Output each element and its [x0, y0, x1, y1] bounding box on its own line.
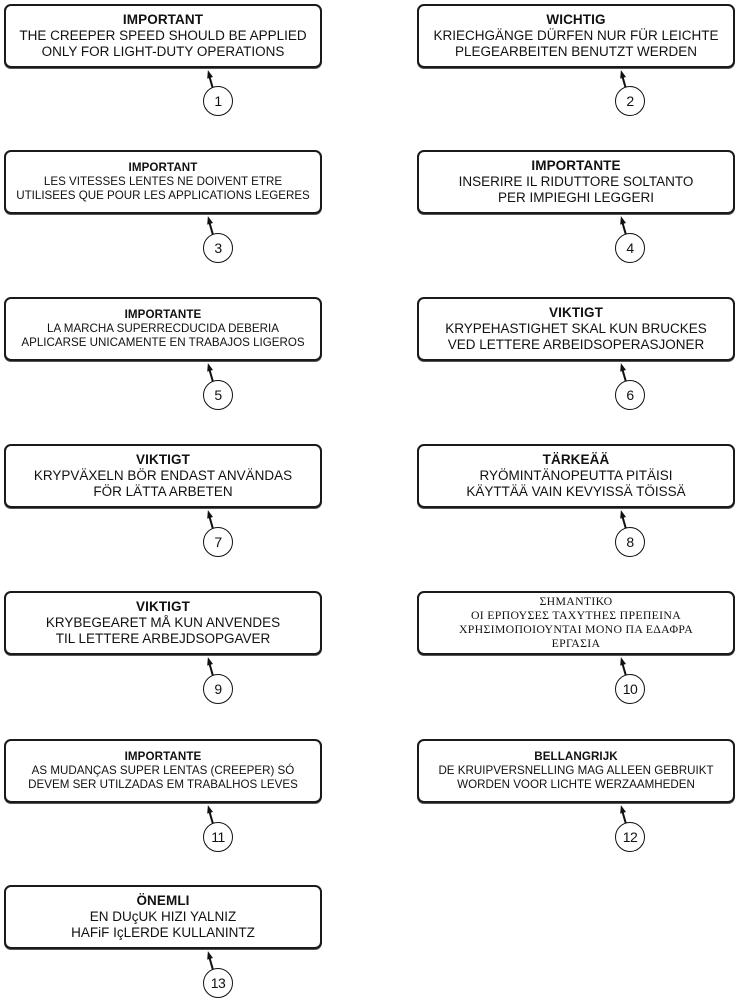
arrowhead-icon [205, 656, 213, 665]
callout-number: 9 [203, 674, 233, 704]
label-line: FÖR LÄTTA ARBETEN [93, 483, 233, 499]
callout-number: 6 [615, 380, 645, 410]
arrowhead-icon [205, 509, 213, 518]
label-title: IMPORTANT [128, 161, 198, 175]
arrowhead-icon [205, 950, 213, 959]
callout-number: 11 [203, 822, 233, 852]
label-line: ΟΙ ΕΡΠΟΥΣΕΣ ΤΑΧΥΤΗΕΣ ΠΡΕΠΕΙΝΑ [470, 608, 682, 623]
label-line: KÄYTTÄÄ VAIN KEVYISSÄ TÖISSÄ [466, 483, 686, 499]
warning-label-box [417, 444, 735, 508]
label-title: VIKTIGT [136, 599, 190, 615]
warning-label-box [417, 4, 735, 68]
callout-number: 1 [203, 86, 233, 116]
warning-label-box [4, 4, 322, 68]
label-title: ΣΗΜΑΝΤΙΚΟ [539, 594, 613, 609]
label-line: ΕΡΓΑΣΙΑ [551, 635, 601, 650]
label-line: KRIECHGÄNGE DÜRFEN NUR FÜR LEICHTE [433, 28, 719, 44]
warning-label-box [417, 739, 735, 803]
callout-number: 2 [615, 86, 645, 116]
warning-label-box [4, 444, 322, 508]
label-line: KRYPVÄXELN BÖR ENDAST ANVÄNDAS [33, 468, 293, 484]
callout-number: 5 [203, 380, 233, 410]
arrowhead-icon [205, 215, 213, 224]
label-line: LA MARCHA SUPERRECDUCIDA DEBERIA [47, 322, 279, 336]
arrowhead-icon [618, 215, 626, 224]
arrowhead-icon [205, 804, 213, 813]
label-line: PLEGEARBEITEN BENUTZT WERDEN [454, 43, 698, 59]
label-title: IMPORTANTE [124, 308, 202, 322]
callout-number: 3 [203, 233, 233, 263]
label-line: RYÖMINTÄNOPEUTTA PITÄISI [479, 468, 673, 484]
warning-label-box [417, 591, 735, 655]
label-title: TÄRKEÄÄ [542, 452, 610, 468]
label-line: UTILISEES QUE POUR LES APPLICATIONS LEGERES [16, 188, 310, 202]
label-title: VIKTIGT [549, 305, 603, 321]
warning-label-box [417, 297, 735, 361]
label-line: APLICARSE UNICAMENTE EN TRABAJOS LIGEROS [21, 335, 305, 349]
warning-label-box [4, 150, 322, 214]
callout-number: 13 [203, 968, 233, 998]
arrowhead-icon [618, 509, 626, 518]
label-line: AS MUDANÇAS SUPER LENTAS (CREEPER) SÓ [31, 764, 295, 778]
warning-label-box [4, 297, 322, 361]
arrowhead-icon [618, 69, 626, 78]
label-line: INSERIRE IL RIDUTTORE SOLTANTO [458, 174, 694, 190]
label-title: BELLANGRIJK [534, 750, 618, 764]
callout-number: 7 [203, 527, 233, 557]
label-line: KRYBEGEARET MÅ KUN ANVENDES [45, 615, 281, 631]
label-line: VED LETTERE ARBEIDSOPERASJONER [447, 336, 705, 352]
arrowhead-icon [618, 362, 626, 371]
warning-label-box [4, 739, 322, 803]
callout-number: 10 [615, 674, 645, 704]
callout-number: 12 [615, 822, 645, 852]
callout-number: 8 [615, 527, 645, 557]
label-title: IMPORTANTE [124, 750, 202, 764]
label-line: TIL LETTERE ARBEJDSOPGAVER [55, 630, 271, 646]
arrowhead-icon [618, 804, 626, 813]
label-line: KRYPEHASTIGHET SKAL KUN BRUCKES [445, 321, 707, 337]
label-line: PER IMPIEGHI LEGGERI [497, 189, 655, 205]
label-line: WORDEN VOOR LICHTE WERZAAMHEDEN [457, 777, 695, 791]
label-line: THE CREEPER SPEED SHOULD BE APPLIED [19, 28, 307, 44]
label-line: ONLY FOR LIGHT-DUTY OPERATIONS [41, 43, 285, 59]
label-title: ÖNEMLI [136, 893, 190, 909]
label-line: LES VITESSES LENTES NE DOIVENT ETRE [43, 175, 283, 189]
label-line: ΧΡΗΣΙΜΟΠΟΙΟΥΝΤΑΙ ΜΟΝΟ ΠΑ ΕΔΑΦΡΑ [458, 622, 694, 636]
label-line: DEVEM SER UTILZADAS EM TRABALHOS LEVES [28, 777, 298, 791]
label-title: VIKTIGT [136, 452, 190, 468]
callout-number: 4 [615, 233, 645, 263]
warning-label-box [4, 885, 322, 949]
arrowhead-icon [618, 656, 626, 665]
label-title: IMPORTANTE [531, 158, 621, 174]
warning-label-box [417, 150, 735, 214]
arrowhead-icon [205, 362, 213, 371]
label-line: DE KRUIPVERSNELLING MAG ALLEEN GEBRUIKT [438, 764, 714, 778]
label-line: HAFiF IçLERDE KULLANINTZ [71, 924, 255, 940]
arrowhead-icon [205, 69, 213, 78]
label-title: IMPORTANT [122, 12, 204, 28]
warning-label-box [4, 591, 322, 655]
label-title: WICHTIG [546, 12, 606, 28]
label-line: EN DUçUK HIZI YALNIZ [89, 909, 237, 925]
